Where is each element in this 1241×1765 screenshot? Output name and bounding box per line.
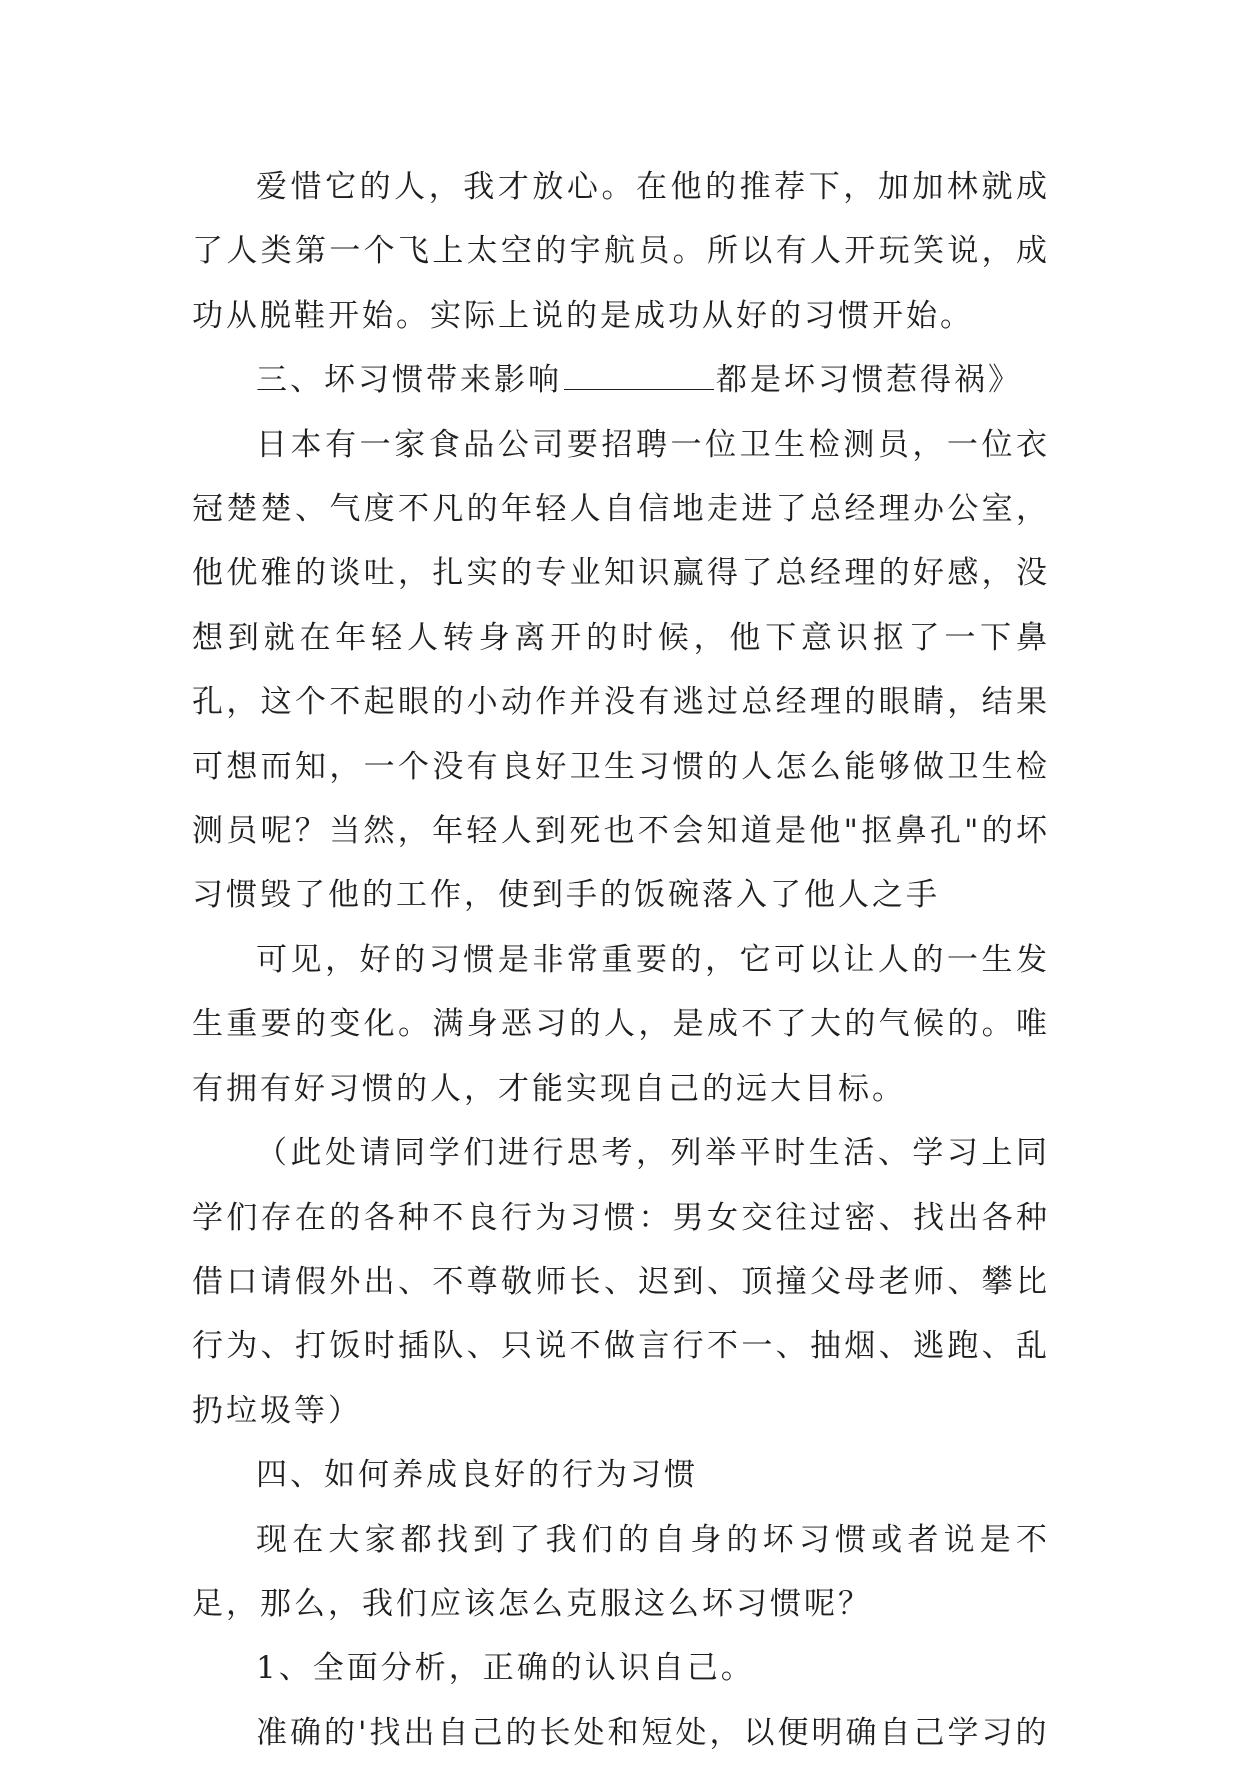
paragraph-bad-habits-list: （此处请同学们进行思考，列举平时生活、学习上同学们存在的各种不良行为习惯：男女交往过密、找出各种借口请假外出、不尊敬师长、迟到、顶撞父母老师、攀比行为、打饭时插队、只说不做言行不一、抽烟、逃跑、乱扔垃圾等） — [192, 1135, 1050, 1429]
section-heading-3-prefix: 三、坏习惯带来影响 — [256, 362, 562, 399]
document-body — [192, 155, 1050, 1765]
paragraph-food-company-story: 日本有一家食品公司要招聘一位卫生检测员，一位衣冠楚楚、气度不凡的年轻人自信地走进了总经理办公室，他优雅的谈吐，扎实的专业知识赢得了总经理的好感，没想到就在年轻人转身离开的时候，他下意识抠了一下鼻孔，这个不起眼的小动作并没有逃过总经理的眼睛，结果可想而知，一个没有良好卫生习惯的人怎么能够做卫生检测员呢？当然，年轻人到死也不会知道是他"抠鼻孔"的坏习惯毁了他的工作，使到手的饭碗落入了他人之手 — [192, 426, 1050, 914]
paragraph-strengths-weaknesses: 准确的'找出自己的长处和短处，以便明确自己学习的 — [256, 1714, 1050, 1751]
section-heading-3-suffix: 都是坏习惯惹得祸》 — [716, 362, 1022, 399]
section-heading-4: 四、如何养成良好的行为习惯 — [256, 1457, 698, 1494]
section-heading-3 — [192, 348, 1050, 412]
fill-in-blank-line — [564, 359, 714, 390]
point-1-heading: 1、全面分析，正确的认识自己。 — [256, 1650, 755, 1687]
paragraph-good-habits-importance: 可见，好的习惯是非常重要的，它可以让人的一生发生重要的变化。满身恶习的人，是成不了大的气候的。唯有拥有好习惯的人，才能实现自己的远大目标。 — [192, 941, 1050, 1107]
paragraph-gagarin-ending: 爱惜它的人，我才放心。在他的推荐下，加加林就成了人类第一个飞上太空的宇航员。所以有人开玩笑说，成功从脱鞋开始。实际上说的是成功从好的习惯开始。 — [192, 169, 1050, 334]
paragraph-overcome-question: 现在大家都找到了我们的自身的坏习惯或者说是不足，那么，我们应该怎么克服这么坏习惯呢？ — [192, 1521, 1050, 1622]
